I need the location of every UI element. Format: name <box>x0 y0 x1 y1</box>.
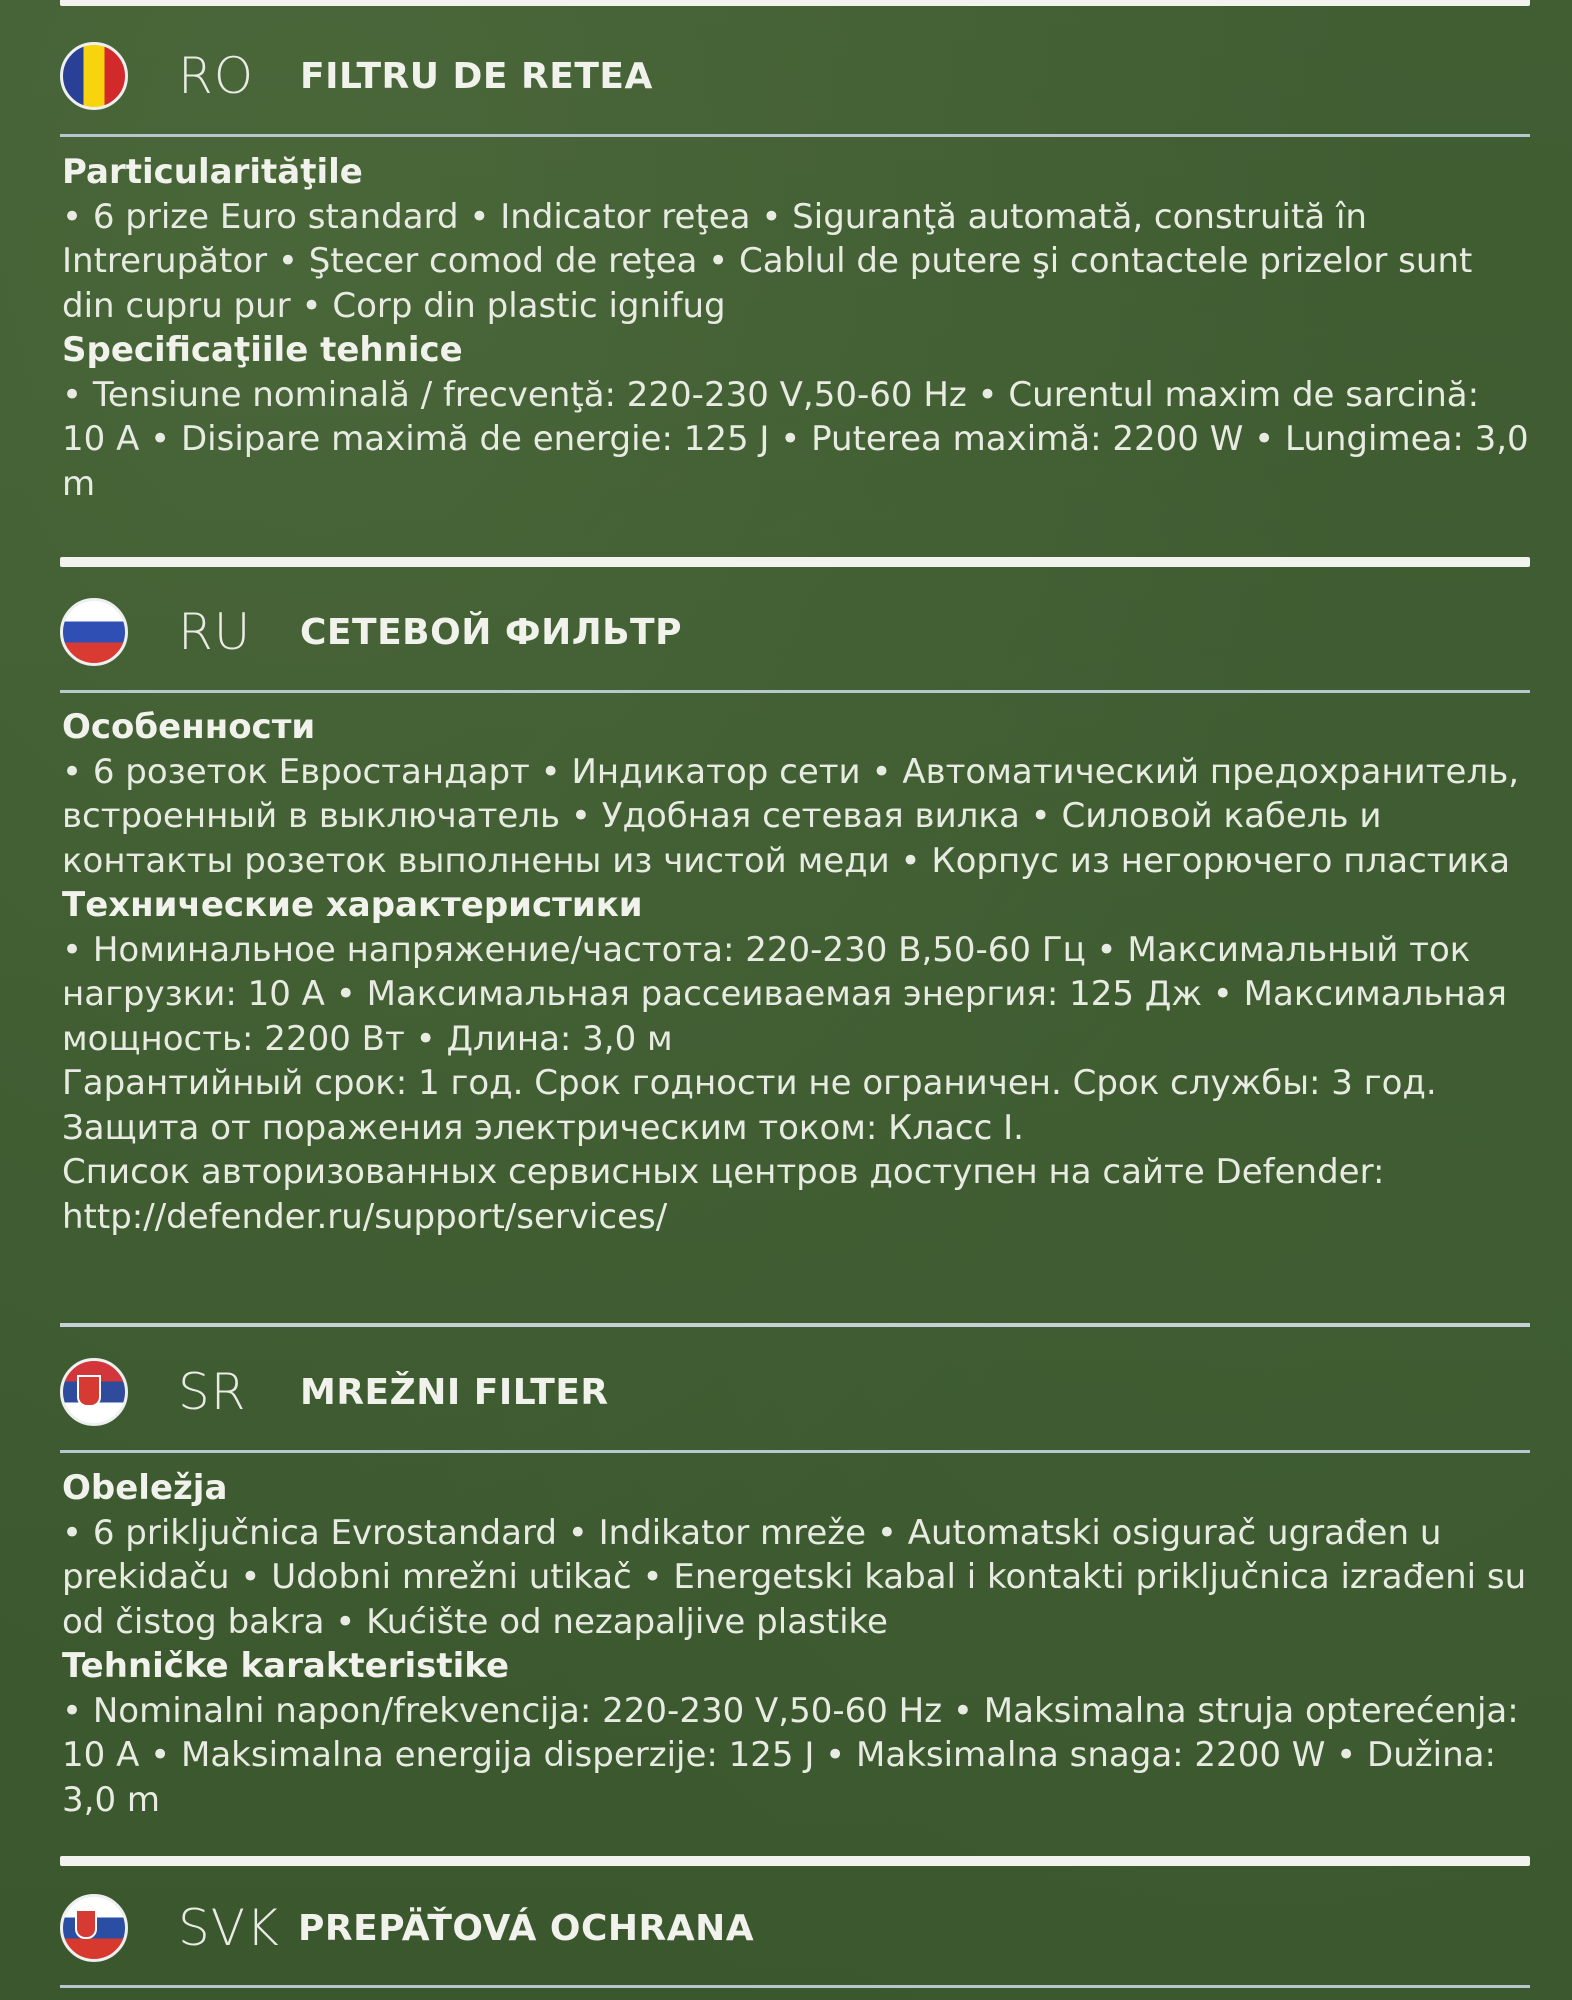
section-header-ru <box>60 592 682 672</box>
protection-text-ru: Защита от поражения электрическим током: Класс I. <box>62 1107 1024 1148</box>
section-underline-ro <box>60 134 1530 137</box>
features-text-ru: • 6 розеток Евростандарт • Индикатор сети • Автоматический предохранитель, встроенный в выключатель • Удобная сетевая вилка • Силовой кабель и контакты розеток выполнены из чистой меди • Корпус из негорючего пластика <box>62 751 1520 881</box>
specs-text-ru: • Номинальное напряжение/частота: 220-230 В,50-60 Гц • Максимальный ток нагрузки: 10 А • Максимальная рассеиваемая энергия: 125 Дж • Максимальная мощность: 2200 Вт • Длина: 3,0 м <box>62 929 1507 1059</box>
section-underline-svk <box>60 1985 1530 1988</box>
features-heading-sr: Obeležja <box>62 1468 228 1508</box>
service-url-ru: http://defender.ru/support/services/ <box>62 1196 668 1237</box>
specs-text-sr: • Nominalni napon/frekvencija: 220-230 V,50-60 Hz • Maksimalna struja opterećenja: 10 A • Maksimalna energija disperzije: 125 J • Maksimalna snaga: 2200 W • Dužina: 3,0 m <box>62 1690 1519 1820</box>
romania-flag-icon <box>60 42 128 110</box>
features-heading-ru: Особенности <box>62 707 316 747</box>
coat-of-arms-icon <box>75 1909 97 1939</box>
features-text-sr: • 6 priključnica Evrostandard • Indikator mreže • Automatski osigurač ugrađen u prekidaču • Udobni mrežni utikač • Energetski kabal i kontakti priključnica izrađeni su od čistog bakra • Kućište od nezapaljive plastike <box>62 1512 1527 1642</box>
section-underline-ru <box>60 690 1530 693</box>
service-text-ru: Список авторизованных сервисных центров доступен на сайте Defender: <box>62 1152 1385 1192</box>
section-header-ro <box>60 36 653 116</box>
section-body-ro <box>62 150 1532 506</box>
section-divider-svk <box>60 1856 1530 1866</box>
specs-heading-sr: Tehničke karakteristike <box>62 1646 510 1686</box>
section-title-ro: FILTRU DE RETEA <box>300 55 653 97</box>
section-body-ru <box>62 705 1532 1239</box>
coat-of-arms-icon <box>77 1375 101 1407</box>
russia-flag-icon <box>60 598 128 666</box>
features-text-ro: • 6 prize Euro standard • Indicator reţea • Siguranţă automată, construită în Intrerupător • Ştecer comod de reţea • Cablul de putere şi contactele prizelor sunt din cupru pur • Corp din plastic ignifug <box>62 196 1473 326</box>
language-code-sr: SR <box>178 1363 247 1421</box>
specs-heading-ro: Specificaţiile tehnice <box>62 330 463 370</box>
section-title-sr: MREŽNI FILTER <box>300 1371 609 1413</box>
slovakia-flag-icon <box>60 1894 128 1962</box>
section-underline-sr <box>60 1450 1530 1453</box>
language-code-ro: RO <box>178 47 255 105</box>
section-title-svk: PREPÄŤOVÁ OCHRANA <box>298 1907 755 1949</box>
specs-text-ro: • Tensiune nominală / frecvenţă: 220-230 V,50-60 Hz • Curentul maxim de sarcină: 10 A • Disipare maximă de energie: 125 J • Puterea maximă: 2200 W • Lungimea: 3,0 m <box>62 374 1529 504</box>
features-heading-ro: Particularităţile <box>62 152 363 192</box>
section-title-ru: СЕТЕВОЙ ФИЛЬТР <box>300 611 682 653</box>
section-body-sr <box>62 1466 1532 1822</box>
section-divider-ru <box>60 557 1530 567</box>
warranty-text-ru: Гарантийный срок: 1 год. Срок годности не ограничен. Срок службы: 3 год. <box>62 1063 1437 1103</box>
language-code-ru: RU <box>178 603 252 661</box>
section-divider-sr <box>60 1323 1530 1327</box>
section-header-sr <box>60 1352 609 1432</box>
section-header-svk <box>60 1888 754 1968</box>
serbia-flag-icon <box>60 1358 128 1426</box>
section-divider-top <box>60 0 1530 6</box>
language-code-svk: SVK <box>178 1899 280 1957</box>
specs-heading-ru: Технические характеристики <box>62 885 643 925</box>
